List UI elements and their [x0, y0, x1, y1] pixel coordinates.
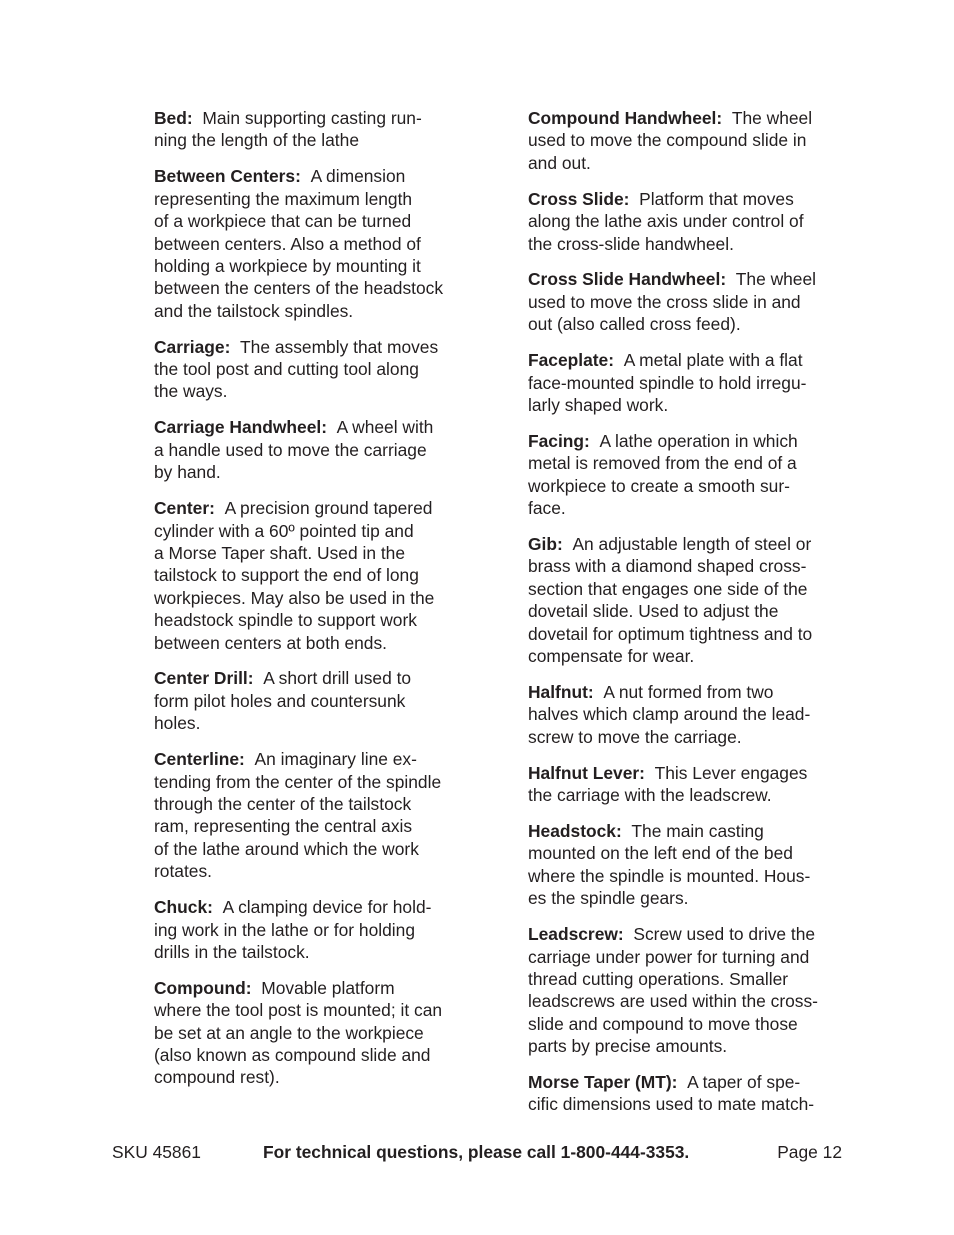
glossary-definition-text: An imaginary line ex- — [254, 749, 417, 770]
glossary-line — [528, 784, 846, 806]
glossary-definition-text: of the lathe around which the work — [154, 838, 419, 859]
glossary-definition-text: the tool post and cutting tool along — [154, 359, 419, 380]
glossary-right-column — [528, 107, 846, 1129]
glossary-definition-text: and the tailstock spindles. — [154, 300, 354, 321]
glossary-definition-text: tailstock to support the end of long — [154, 565, 419, 586]
glossary-line — [154, 461, 470, 483]
glossary-definition-text: face. — [528, 498, 566, 519]
glossary-entry-halfnut-lever — [528, 762, 846, 807]
page-footer — [0, 1142, 954, 1166]
glossary-entry-compound-handwheel — [528, 107, 846, 174]
glossary-line — [528, 107, 846, 129]
glossary-definition-text: form pilot holes and countersunk — [154, 690, 406, 711]
glossary-line — [154, 439, 470, 461]
glossary-line — [528, 842, 846, 864]
glossary-definition-text: holes. — [154, 713, 201, 734]
glossary-line — [528, 1071, 846, 1093]
glossary-definition-text: tending from the center of the spindle — [154, 771, 442, 792]
glossary-line — [528, 623, 846, 645]
glossary-definition-text: where the spindle is mounted. Hous- — [528, 865, 811, 886]
glossary-line — [154, 587, 470, 609]
glossary-definition-text: brass with a diamond shaped cross- — [528, 556, 807, 577]
glossary-term: Center: — [154, 498, 215, 519]
glossary-line — [154, 129, 470, 151]
glossary-line — [528, 820, 846, 842]
glossary-line — [154, 793, 470, 815]
glossary-line — [528, 865, 846, 887]
glossary-term: Centerline: — [154, 749, 245, 770]
glossary-definition-text: holding a workpiece by mounting it — [154, 255, 421, 276]
glossary-line — [154, 690, 470, 712]
glossary-entry-carriage-handwheel — [154, 416, 470, 483]
glossary-line — [528, 233, 846, 255]
glossary-definition-text: This Lever engages — [654, 762, 808, 783]
glossary-definition-text: between centers. Also a method of — [154, 233, 421, 254]
glossary-entry-facing — [528, 430, 846, 520]
glossary-entry-halfnut — [528, 681, 846, 748]
glossary-line — [528, 923, 846, 945]
glossary-definition-text: A lathe operation in which — [599, 430, 798, 451]
glossary-line — [528, 349, 846, 371]
glossary-definition-text: ing work in the lathe or for holding — [154, 919, 416, 940]
glossary-definition-text: a handle used to move the carriage — [154, 439, 427, 460]
glossary-term: Morse Taper (MT): — [528, 1072, 678, 1093]
glossary-definition-text: leadscrews are used within the cross- — [528, 991, 818, 1012]
glossary-definition-text: A dimension — [310, 166, 406, 187]
glossary-line — [528, 188, 846, 210]
page-number: Page 12 — [777, 1142, 842, 1162]
glossary-line — [154, 165, 470, 187]
glossary-term: Facing: — [528, 430, 590, 451]
glossary-line — [528, 475, 846, 497]
glossary-definition-text: rotates. — [154, 861, 212, 882]
glossary-entry-headstock — [528, 820, 846, 910]
glossary-line — [154, 667, 470, 689]
glossary-definition-text: larly shaped work. — [528, 394, 669, 415]
glossary-term: Cross Slide Handwheel: — [528, 269, 727, 290]
glossary-line — [154, 210, 470, 232]
glossary-definition-text: The main casting — [631, 820, 764, 841]
sku-label: SKU 45861 — [112, 1142, 201, 1162]
glossary-line — [528, 1035, 846, 1057]
glossary-definition-text: by hand. — [154, 462, 221, 483]
glossary-definition-text: metal is removed from the end of a — [528, 453, 797, 474]
glossary-term: Headstock: — [528, 820, 622, 841]
glossary-line — [154, 999, 470, 1021]
glossary-definition-text: halves which clamp around the lead- — [528, 704, 811, 725]
glossary-line — [528, 726, 846, 748]
glossary-line — [154, 358, 470, 380]
glossary-definition-text: face-mounted spindle to hold irregu- — [528, 372, 807, 393]
glossary-line — [528, 555, 846, 577]
glossary-line — [154, 188, 470, 210]
glossary-line — [154, 497, 470, 519]
glossary-definition-text: cific dimensions used to mate match- — [528, 1094, 815, 1115]
glossary-term: Chuck: — [154, 897, 213, 918]
glossary-line — [154, 564, 470, 586]
glossary-line — [528, 645, 846, 667]
glossary-term: Halfnut: — [528, 681, 594, 702]
glossary-term: Carriage: — [154, 336, 231, 357]
glossary-line — [528, 887, 846, 909]
glossary-definition-text: a Morse Taper shaft. Used in the — [154, 542, 406, 563]
glossary-definition-text: Movable platform — [261, 977, 395, 998]
glossary-line — [528, 268, 846, 290]
glossary-definition-text: A nut formed from two — [603, 681, 774, 702]
glossary-line — [154, 771, 470, 793]
glossary-definition-text: A short drill used to — [263, 668, 412, 689]
glossary-term: Carriage Handwheel: — [154, 417, 327, 438]
glossary-definition-text: and out. — [528, 152, 591, 173]
glossary-definition-text: section that engages one side of the — [528, 578, 808, 599]
glossary-definition-text: of a workpiece that can be turned — [154, 211, 412, 232]
glossary-definition-text: between centers at both ends. — [154, 632, 387, 653]
glossary-definition-text: mounted on the left end of the bed — [528, 843, 793, 864]
glossary-line — [528, 452, 846, 474]
glossary-definition-text: headstock spindle to support work — [154, 610, 417, 631]
glossary-term: Gib: — [528, 534, 563, 554]
glossary-term: Bed: — [154, 108, 193, 128]
glossary-line — [528, 990, 846, 1012]
glossary-line — [154, 277, 470, 299]
glossary-definition-text: dovetail slide. Used to adjust the — [528, 601, 779, 622]
glossary-entry-center-drill — [154, 667, 470, 734]
glossary-definition-text: dovetail for optimum tightness and to — [528, 623, 813, 644]
glossary-line — [154, 977, 470, 999]
glossary-line — [154, 941, 470, 963]
glossary-definition-text: ram, representing the central axis — [154, 816, 413, 837]
glossary-definition-text: slide and compound to move those — [528, 1013, 798, 1034]
glossary-definition-text: screw to move the carriage. — [528, 726, 742, 747]
glossary-term: Compound Handwheel: — [528, 108, 723, 128]
glossary-line — [154, 919, 470, 941]
glossary-definition-text: An adjustable length of steel or — [572, 534, 812, 554]
glossary-entry-compound — [154, 977, 470, 1089]
glossary-line — [528, 1013, 846, 1035]
glossary-line — [154, 416, 470, 438]
glossary-line — [528, 152, 846, 174]
glossary-entry-bed — [154, 107, 470, 152]
glossary-line — [154, 255, 470, 277]
glossary-line — [528, 430, 846, 452]
glossary-line — [528, 681, 846, 703]
glossary-definition-text: A clamping device for hold- — [222, 897, 432, 918]
glossary-definition-text: A precision ground tapered — [224, 498, 433, 519]
glossary-line — [154, 380, 470, 402]
glossary-line — [154, 838, 470, 860]
glossary-line — [154, 233, 470, 255]
glossary-line — [154, 609, 470, 631]
glossary-definition-text: workpieces. May also be used in the — [154, 587, 435, 608]
glossary-line — [528, 210, 846, 232]
glossary-line — [154, 632, 470, 654]
glossary-entry-carriage — [154, 336, 470, 403]
glossary-definition-text: used to move the compound slide in — [528, 130, 807, 151]
glossary-line — [154, 542, 470, 564]
glossary-definition-text: Main supporting casting run- — [202, 108, 422, 128]
glossary-line — [154, 1044, 470, 1066]
glossary-term: Compound: — [154, 977, 252, 998]
glossary-line — [154, 815, 470, 837]
glossary-line — [528, 533, 846, 555]
glossary-definition-text: through the center of the tailstock — [154, 793, 412, 814]
glossary-definition-text: between the centers of the headstock — [154, 278, 444, 299]
glossary-definition-text: the carriage with the leadscrew. — [528, 785, 772, 806]
glossary-term: Cross Slide: — [528, 188, 630, 209]
glossary-entry-center — [154, 497, 470, 654]
glossary-entry-morse-taper-mt — [528, 1071, 846, 1116]
glossary-line — [528, 1093, 846, 1115]
glossary-line — [154, 860, 470, 882]
glossary-definition-text: The wheel — [731, 108, 813, 128]
glossary-entry-cross-slide — [528, 188, 846, 255]
glossary-term: Faceplate: — [528, 350, 615, 371]
glossary-definition-text: carriage under power for turning and — [528, 946, 810, 967]
glossary-line — [154, 748, 470, 770]
glossary-term: Between Centers: — [154, 166, 301, 187]
technical-support-phone: For technical questions, please call 1-800-444-3353. — [263, 1142, 690, 1162]
glossary-line — [528, 129, 846, 151]
glossary-line — [528, 762, 846, 784]
glossary-definition-text: be set at an angle to the workpiece — [154, 1022, 424, 1043]
glossary-definition-text: cylinder with a 60º pointed tip and — [154, 520, 414, 541]
glossary-line — [154, 300, 470, 322]
glossary-definition-text: Screw used to drive the — [633, 924, 816, 945]
glossary-definition-text: es the spindle gears. — [528, 888, 689, 909]
glossary-line — [528, 394, 846, 416]
glossary-left-column — [154, 107, 470, 1102]
glossary-line — [154, 336, 470, 358]
glossary-definition-text: parts by precise amounts. — [528, 1036, 728, 1057]
glossary-term: Leadscrew: — [528, 924, 624, 945]
glossary-definition-text: thread cutting operations. Smaller — [528, 968, 789, 989]
glossary-entry-cross-slide-handwheel — [528, 268, 846, 335]
glossary-line — [528, 497, 846, 519]
glossary-definition-text: the ways. — [154, 381, 228, 402]
glossary-definition-text: A taper of spe- — [687, 1072, 801, 1093]
glossary-definition-text: A metal plate with a flat — [623, 350, 803, 371]
glossary-definition-text: (also known as compound slide and — [154, 1045, 431, 1066]
glossary-definition-text: workpiece to create a smooth sur- — [528, 475, 790, 496]
glossary-definition-text: A wheel with — [336, 417, 434, 438]
glossary-definition-text: The wheel — [735, 269, 817, 290]
glossary-definition-text: out (also called cross feed). — [528, 314, 741, 335]
glossary-line — [154, 896, 470, 918]
glossary-definition-text: used to move the cross slide in and — [528, 291, 801, 312]
glossary-entry-centerline — [154, 748, 470, 882]
glossary-term: Center Drill: — [154, 668, 254, 689]
glossary-line — [528, 703, 846, 725]
glossary-entry-faceplate — [528, 349, 846, 416]
glossary-definition-text: Platform that moves — [639, 188, 794, 209]
glossary-line — [528, 291, 846, 313]
glossary-line — [154, 1022, 470, 1044]
glossary-definition-text: along the lathe axis under control of — [528, 211, 804, 232]
glossary-definition-text: ning the length of the lathe — [154, 130, 359, 151]
glossary-definition-text: representing the maximum length — [154, 188, 413, 209]
glossary-line — [528, 968, 846, 990]
glossary-definition-text: compensate for wear. — [528, 646, 695, 667]
glossary-definition-text: The assembly that moves — [240, 336, 439, 357]
glossary-line — [528, 578, 846, 600]
glossary-line — [528, 313, 846, 335]
glossary-definition-text: drills in the tailstock. — [154, 941, 310, 962]
glossary-line — [528, 372, 846, 394]
glossary-line — [154, 520, 470, 542]
glossary-definition-text: where the tool post is mounted; it can — [154, 1000, 443, 1021]
glossary-line — [154, 1066, 470, 1088]
glossary-entry-between-centers — [154, 165, 470, 322]
glossary-line — [154, 712, 470, 734]
glossary-definition-text: compound rest). — [154, 1067, 280, 1088]
glossary-line — [154, 107, 470, 129]
glossary-entry-leadscrew — [528, 923, 846, 1057]
glossary-entry-chuck — [154, 896, 470, 963]
glossary-term: Halfnut Lever: — [528, 762, 645, 783]
glossary-line — [528, 946, 846, 968]
glossary-definition-text: the cross-slide handwheel. — [528, 233, 734, 254]
glossary-line — [528, 600, 846, 622]
glossary-entry-gib — [528, 533, 846, 667]
